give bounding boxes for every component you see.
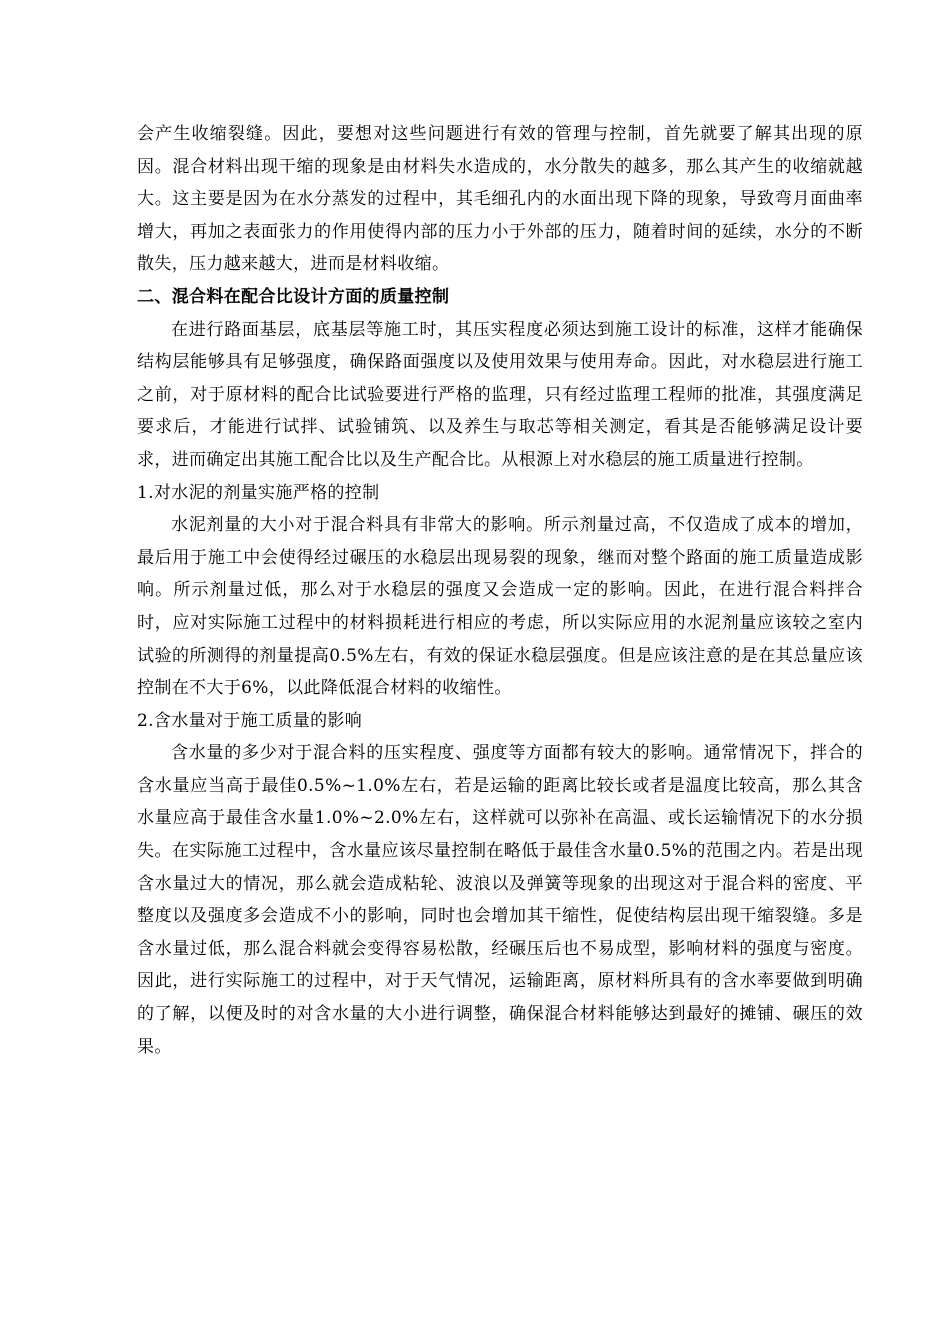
document-page	[137, 118, 863, 1063]
body-paragraph: 会产生收缩裂缝。因此，要想对这些问题进行有效的管理与控制，首先就要了解其出现的原因。混合材料出现干缩的现象是由材料失水造成的，水分散失的越多，那么其产生的收缩就越大。这主要是因为在水分蒸发的过程中，其毛细孔内的水面出现下降的现象，导致弯月面曲率增大，再加之表面张力的作用使得内部的压力小于外部的压力，随着时间的延续，水分的不断散失，压力越来越大，进而是材料收缩。	[137, 124, 863, 275]
section-heading: 二、混合料在配合比设计方面的质量控制	[137, 286, 450, 307]
body-paragraph: 含水量的多少对于混合料的压实程度、强度等方面都有较大的影响。通常情况下，拌合的含水量应当高于最佳0.5%~1.0%左右，若是运输的距离比较长或者是温度比较高，那么其含水量应高于最佳含水量1.0%~2.0%左右，这样就可以弥补在高温、或长运输情况下的水分损失。在实际施工过程中，含水量应该尽量控制在略低于最佳含水量0.5%的范围之内。若是出现含水量过大的情况，那么就会造成粘轮、波浪以及弹簧等现象的出现这对于混合料的密度、平整度以及强度多会造成不小的影响，同时也会增加其干缩性，促使结构层出现干缩裂缝。多是含水量过低，那么混合料就会变得容易松散，经碾压后也不易成型，影响材料的强度与密度。因此，进行实际施工的过程中，对于天气情况，运输距离，原材料所具有的含水率要做到明确的了解，以便及时的对含水量的大小进行调整，确保混合材料能够达到最好的摊铺、碾压的效果。	[137, 743, 863, 1057]
subsection-heading: 2.含水量对于施工质量的影响	[137, 710, 363, 731]
subsection-heading: 1.对水泥的剂量实施严格的控制	[137, 482, 380, 503]
body-paragraph: 水泥剂量的大小对于混合料具有非常大的影响。所示剂量过高，不仅造成了成本的增加，最后用于施工中会使得经过碾压的水稳层出现易裂的现象，继而对整个路面的施工质量造成影响。所示剂量过低，那么对于水稳层的强度又会造成一定的影响。因此，在进行混合料拌合时，应对实际施工过程中的材料损耗进行相应的考虑，所以实际应用的水泥剂量应该较之室内试验的所测得的剂量提高0.5%左右，有效的保证水稳层强度。但是应该注意的是在其总量应该控制在不大于6%，以此降低混合材料的收缩性。	[137, 515, 863, 699]
body-paragraph: 在进行路面基层，底基层等施工时，其压实程度必须达到施工设计的标准，这样才能确保结构层能够具有足够强度，确保路面强度以及使用效果与使用寿命。因此，对水稳层进行施工之前，对于原材料的配合比试验要进行严格的监理，只有经过监理工程师的批准，其强度满足要求后，才能进行试拌、试验铺筑、以及养生与取芯等相关测定，看其是否能够满足设计要求，进而确定出其施工配合比以及生产配合比。从根源上对水稳层的施工质量进行控制。	[137, 319, 863, 470]
